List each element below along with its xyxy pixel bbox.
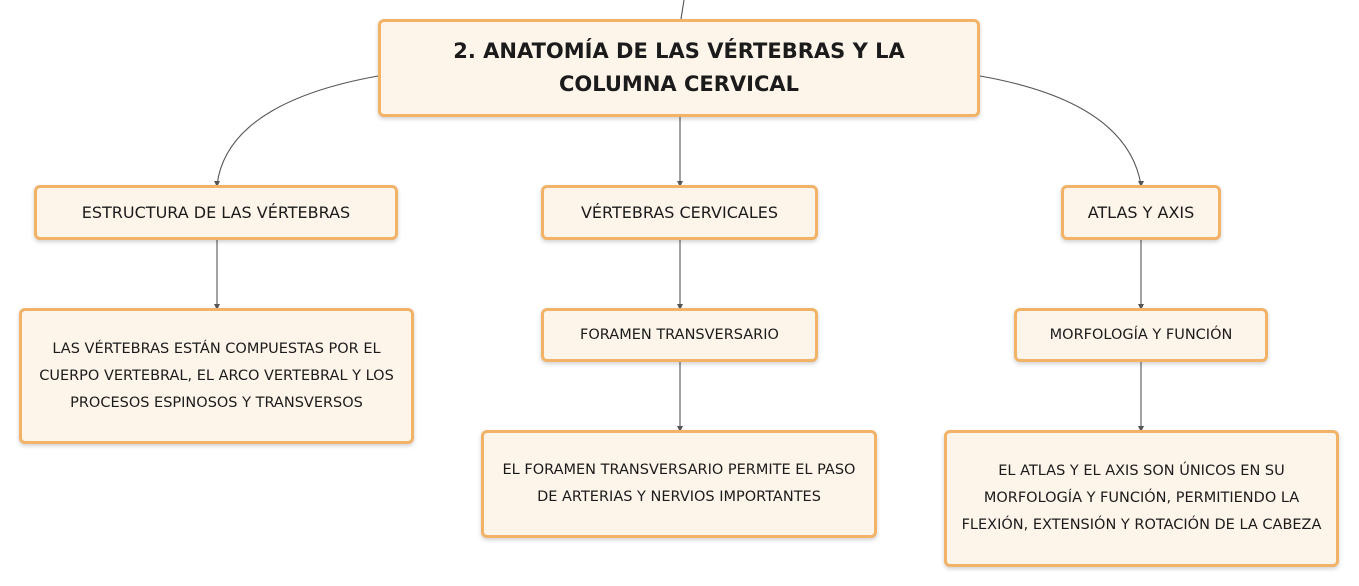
detail-estructura[interactable] bbox=[19, 308, 414, 444]
detail-foramen[interactable] bbox=[481, 430, 877, 538]
central-topic-text: 2. ANATOMÍA DE LAS VÉRTEBRAS Y LA COLUMNA CERVICAL bbox=[453, 39, 905, 96]
detail-text: EL ATLAS Y EL AXIS SON ÚNICOS EN SU MORFOLOGÍA Y FUNCIÓN, PERMITIENDO LA FLEXIÓN, EXTENSIÓN Y ROTACIÓN DE LA CABEZA bbox=[961, 463, 1322, 533]
central-topic[interactable] bbox=[378, 19, 980, 117]
subtopic-label: MORFOLOGÍA Y FUNCIÓN bbox=[1049, 327, 1233, 343]
detail-atlas-axis[interactable] bbox=[944, 430, 1339, 567]
connector-from-parent bbox=[681, 0, 684, 19]
subtopic-morfologia-funcion[interactable] bbox=[1014, 308, 1268, 362]
topic-label: ATLAS Y AXIS bbox=[1087, 203, 1195, 222]
topic-vertebras-cervicales[interactable] bbox=[541, 185, 818, 240]
topic-atlas-axis[interactable] bbox=[1061, 185, 1221, 240]
connector-root-to-estructura bbox=[217, 76, 378, 185]
topic-label: ESTRUCTURA DE LAS VÉRTEBRAS bbox=[81, 203, 351, 222]
subtopic-foramen-transversario[interactable] bbox=[541, 308, 818, 362]
subtopic-label: FORAMEN TRANSVERSARIO bbox=[580, 327, 779, 343]
detail-text: EL FORAMEN TRANSVERSARIO PERMITE EL PASO DE ARTERIAS Y NERVIOS IMPORTANTES bbox=[502, 462, 856, 505]
connector-root-to-atlas bbox=[980, 76, 1141, 185]
topic-estructura-vertebras[interactable] bbox=[34, 185, 398, 240]
detail-text: LAS VÉRTEBRAS ESTÁN COMPUESTAS POR EL CUERPO VERTEBRAL, EL ARCO VERTEBRAL Y LOS PROCESOS ESPINOSOS Y TRANSVERSOS bbox=[39, 340, 394, 411]
topic-label: VÉRTEBRAS CERVICALES bbox=[580, 203, 778, 222]
